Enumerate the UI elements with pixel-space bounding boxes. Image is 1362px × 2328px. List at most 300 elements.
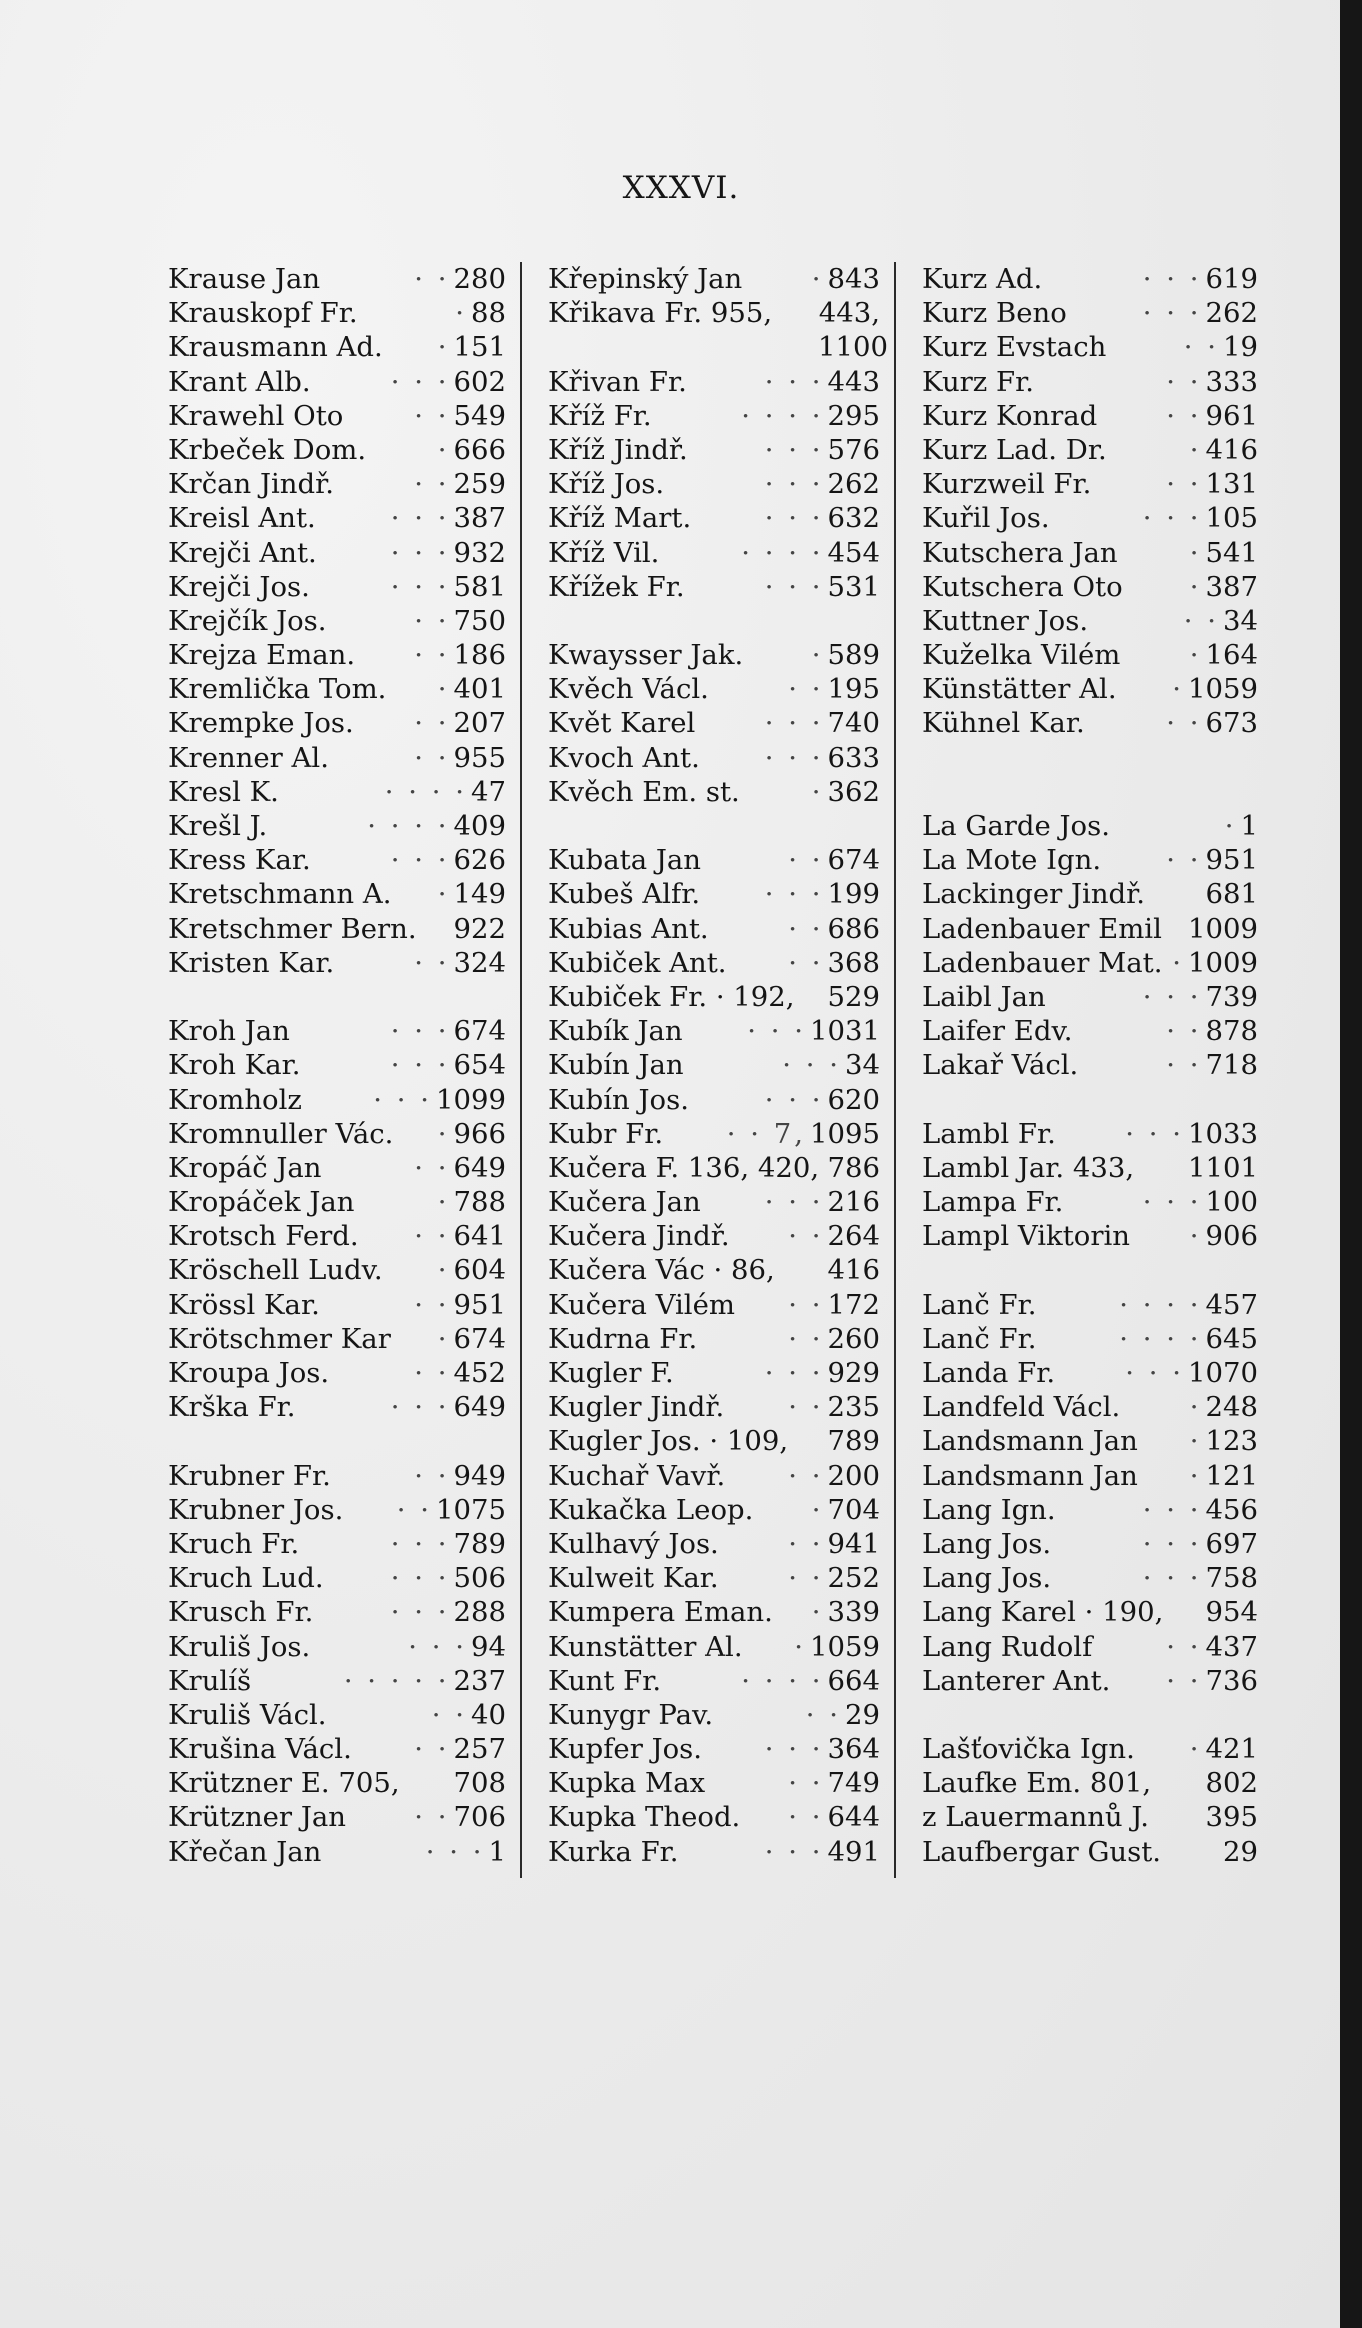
entry-leader-dots: · · ·: [764, 1835, 824, 1868]
entry-leader-dots: · ·: [1166, 468, 1202, 501]
entry-name: Kuttner Jos.: [922, 604, 1089, 637]
index-entry: [168, 1527, 506, 1561]
index-entry: [548, 399, 880, 433]
entry-leader-dots: · · ·: [764, 1083, 824, 1116]
entry-page-ref: 1059: [1188, 673, 1258, 706]
entry-page-ref: 1101: [1188, 1151, 1258, 1184]
entry-name: Lang Rudolf: [922, 1630, 1093, 1663]
entry-page-ref: 654: [453, 1049, 506, 1082]
entry-page-ref: 186: [453, 639, 506, 672]
entry-page-ref: 1031: [810, 1015, 880, 1048]
entry-leader-dots: · · ·: [764, 433, 824, 466]
entry-name: Kříž Jos.: [548, 468, 665, 501]
index-entry: [168, 912, 506, 946]
index-entry: [922, 1766, 1258, 1800]
entry-leader-dots: · · ·: [373, 1083, 432, 1116]
entry-page-ref: 172: [827, 1288, 880, 1321]
entry-page-ref: 954: [1205, 1596, 1258, 1629]
index-entry: [922, 1595, 1258, 1629]
entry-leader-dots: · · ·: [1142, 1562, 1202, 1595]
index-entry: [922, 501, 1258, 535]
entry-leader-dots: · · ·: [390, 570, 450, 603]
entry-leader-dots: · · ·: [1125, 1357, 1184, 1389]
index-entry: [922, 1390, 1258, 1424]
entry-page-ref: 324: [453, 946, 506, 979]
entry-name: Kress Kar.: [168, 844, 311, 877]
column-divider-2: [894, 262, 896, 1878]
index-entry: [168, 1493, 506, 1527]
entry-name: Kuřil Jos.: [922, 502, 1050, 535]
entry-name: Landsmann Jan: [922, 1425, 1138, 1458]
entry-name: Křikava Fr. 955,: [548, 297, 773, 330]
index-entry: [548, 467, 880, 501]
index-gap: [168, 980, 506, 1014]
index-entry: [548, 775, 880, 809]
index-entry: [548, 1561, 880, 1595]
entry-leader-dots: · · ·: [1142, 1186, 1202, 1219]
entry-leader-dots: [1180, 912, 1188, 946]
index-entry: [548, 1459, 880, 1493]
entry-page-ref: 632: [827, 502, 880, 535]
entry-leader-dots: · · ·: [408, 1630, 467, 1663]
index-entry: [922, 980, 1258, 1014]
entry-name: Krawehl Oto: [168, 399, 344, 432]
index-entry: [168, 638, 506, 672]
entry-page-ref: 1099: [436, 1083, 506, 1116]
entry-leader-dots: · · ·: [390, 1049, 450, 1082]
entry-leader-dots: · ·: [788, 1391, 824, 1424]
index-entry: [168, 672, 506, 706]
entry-name: Kříž Mart.: [548, 502, 692, 535]
entry-page-ref: 409: [453, 810, 506, 842]
entry-page-ref: 1: [1240, 810, 1258, 842]
index-entry: [168, 706, 506, 740]
entry-name: Lanterer Ant.: [922, 1664, 1111, 1697]
entry-leader-dots: ·: [1172, 946, 1184, 979]
index-entry: [548, 912, 880, 946]
entry-leader-dots: ·: [1189, 570, 1202, 603]
entry-page-ref: 626: [453, 844, 506, 877]
entry-page-ref: 88: [471, 297, 506, 330]
entry-page-ref: 966: [453, 1117, 506, 1150]
index-entry: [548, 672, 880, 706]
entry-name: Krusch Fr.: [168, 1596, 314, 1629]
entry-name: Kulweit Kar.: [548, 1562, 719, 1595]
entry-leader-dots: · ·: [1166, 1664, 1202, 1697]
entry-page-ref: 706: [453, 1801, 506, 1834]
entry-leader-dots: [820, 980, 828, 1014]
entry-page-ref: 443: [827, 365, 880, 398]
index-entry: [922, 1322, 1258, 1356]
entry-name: Kubík Jan: [548, 1015, 683, 1048]
entry-page-ref: 541: [1205, 536, 1258, 569]
index-entry: [168, 1014, 506, 1048]
index-entry: [168, 1630, 506, 1664]
entry-leader-dots: · · ·: [782, 1049, 841, 1082]
entry-name: Kuchař Vavř.: [548, 1459, 726, 1492]
index-entry: [168, 570, 506, 604]
entry-page-ref: 443,: [818, 297, 880, 330]
entry-leader-dots: ·: [1189, 1425, 1202, 1458]
index-entry: [922, 1561, 1258, 1595]
entry-page-ref: 708: [453, 1767, 506, 1800]
index-entry: [548, 1048, 880, 1082]
entry-page-ref: 589: [827, 639, 880, 672]
index-entry: [922, 1664, 1258, 1698]
entry-leader-dots: [1198, 1766, 1206, 1800]
entry-leader-dots: · ·: [414, 1151, 450, 1184]
entry-leader-dots: · · ·: [1125, 1117, 1184, 1150]
entry-leader-dots: · ·: [788, 1801, 824, 1834]
index-entry: [168, 296, 506, 330]
entry-leader-dots: ·: [1224, 810, 1237, 842]
index-column-1: [168, 262, 506, 1869]
entry-page-ref: 749: [827, 1767, 880, 1800]
index-entry: [922, 843, 1258, 877]
entry-name: Kříž Fr.: [548, 399, 652, 432]
index-entry: [548, 980, 880, 1014]
entry-leader-dots: · ·: [431, 1698, 467, 1731]
index-entry: [922, 706, 1258, 740]
entry-leader-dots: ·: [811, 1596, 824, 1629]
index-entry: [922, 1219, 1258, 1253]
entry-page-ref: 1059: [810, 1630, 880, 1663]
entry-leader-dots: · · ·: [390, 502, 450, 535]
entry-name: Lang Karel · 190,: [922, 1596, 1164, 1629]
index-entry: [168, 1253, 506, 1287]
entry-page-ref: 200: [827, 1459, 880, 1492]
entry-page-ref: 452: [453, 1357, 506, 1389]
index-entry: [168, 1151, 506, 1185]
entry-name: Kříž Vil.: [548, 536, 660, 569]
index-entry: [922, 1151, 1258, 1185]
entry-page-ref: 686: [827, 912, 880, 945]
entry-leader-dots: · ·: [1183, 331, 1219, 364]
entry-leader-dots: ·: [437, 878, 450, 911]
entry-name: Kubata Jan: [548, 844, 701, 877]
entry-leader-dots: ·: [811, 775, 824, 808]
index-entry: [168, 1117, 506, 1151]
index-entry: [168, 433, 506, 467]
index-entry: [168, 1698, 506, 1732]
entry-leader-dots: · ·: [788, 1459, 824, 1492]
entry-name: Kumpera Eman.: [548, 1596, 773, 1629]
index-entry: [548, 946, 880, 980]
entry-page-ref: 941: [827, 1527, 880, 1560]
entry-page-ref: 295: [827, 399, 880, 432]
entry-page-ref: 29: [845, 1698, 880, 1731]
index-entry: [168, 843, 506, 877]
entry-leader-dots: ·: [811, 639, 824, 672]
entry-leader-dots: · ·: [1166, 1049, 1202, 1082]
entry-name: Krčan Jindř.: [168, 468, 334, 501]
entry-leader-dots: · · · ·: [384, 775, 467, 808]
entry-name: Kruch Lud.: [168, 1562, 324, 1595]
index-entry: [548, 1732, 880, 1766]
entry-leader-dots: · ·: [414, 468, 450, 501]
index-entry: [922, 1800, 1258, 1834]
entry-page-ref: 602: [453, 365, 506, 398]
entry-name: Kurz Ad.: [922, 263, 1043, 295]
entry-name: Kurz Beno: [922, 297, 1067, 330]
index-entry: [548, 365, 880, 399]
entry-leader-dots: ·: [437, 1117, 450, 1150]
index-entry: [548, 1630, 880, 1664]
index-entry: [548, 1083, 880, 1117]
index-entry: [922, 296, 1258, 330]
entry-name: Kromholz: [168, 1083, 302, 1116]
entry-leader-dots: · · ·: [1142, 980, 1202, 1013]
entry-name: Lackinger Jindř.: [922, 878, 1145, 911]
entry-leader-dots: · · ·: [390, 1596, 450, 1629]
entry-page-ref: 252: [827, 1562, 880, 1595]
entry-page-ref: 664: [827, 1664, 880, 1697]
entry-name: Kroh Kar.: [168, 1049, 301, 1082]
entry-page-ref: 758: [1205, 1562, 1258, 1595]
entry-leader-dots: · · ·: [764, 1186, 824, 1219]
entry-leader-dots: ·: [437, 673, 450, 706]
entry-leader-dots: · ·: [1166, 1015, 1202, 1048]
index-gap: [168, 1424, 506, 1458]
entry-page-ref: 581: [453, 570, 506, 603]
entry-name: Kretschmer Bern.: [168, 912, 417, 945]
entry-page-ref: 34: [845, 1049, 880, 1082]
entry-leader-dots: · · ·: [390, 1527, 450, 1560]
entry-leader-dots: · · ·: [764, 468, 824, 501]
entry-page-ref: 333: [1205, 365, 1258, 398]
index-entry: [168, 741, 506, 775]
index-entry: [168, 1083, 506, 1117]
entry-page-ref: 786: [827, 1151, 880, 1184]
entry-leader-dots: [1198, 877, 1206, 911]
index-entry: [922, 1835, 1258, 1869]
index-gap: [922, 1083, 1258, 1117]
entry-name: Kvoch Ant.: [548, 741, 700, 774]
entry-leader-dots: ·: [1189, 639, 1202, 672]
entry-name: Kruch Fr.: [168, 1527, 300, 1560]
entry-leader-dots: · ·: [788, 1220, 824, 1253]
entry-leader-dots: · · · ·: [741, 1664, 824, 1697]
entry-name: Kugler Jos. · 109,: [548, 1425, 789, 1458]
index-entry: [168, 501, 506, 535]
entry-leader-dots: [1215, 1835, 1223, 1869]
entry-name: Kurz Evstach: [922, 331, 1107, 364]
index-entry: [922, 1732, 1258, 1766]
entry-name: Křivan Fr.: [548, 365, 687, 398]
entry-name: Laibl Jan: [922, 980, 1046, 1013]
entry-name: Ladenbauer Emil: [922, 912, 1162, 945]
entry-name: Lampl Viktorin: [922, 1220, 1130, 1253]
index-entry: [548, 638, 880, 672]
index-gap: [922, 1698, 1258, 1732]
index-entry: [168, 1835, 506, 1869]
entry-leader-dots: · · 7,: [726, 1117, 806, 1150]
entry-leader-dots: · · ·: [1142, 297, 1202, 330]
index-entry: [548, 1424, 880, 1458]
entry-leader-dots: · · ·: [390, 1015, 450, 1048]
index-entry: [168, 604, 506, 638]
entry-page-ref: 262: [1205, 297, 1258, 330]
index-gap: [922, 741, 1258, 775]
index-entry: [168, 877, 506, 911]
entry-leader-dots: [446, 1766, 454, 1800]
entry-page-ref: 421: [1205, 1733, 1258, 1766]
entry-name: Křečan Jan: [168, 1835, 322, 1868]
index-entry: [922, 1424, 1258, 1458]
entry-page-ref: 280: [453, 263, 506, 295]
entry-name: Kubias Ant.: [548, 912, 709, 945]
index-entry: [922, 1288, 1258, 1322]
index-entry: [548, 741, 880, 775]
entry-name: Kvěch Em. st.: [548, 775, 740, 808]
entry-page-ref: 40: [471, 1698, 506, 1731]
index-entry: [548, 1151, 880, 1185]
index-entry: [922, 365, 1258, 399]
index-entry: [922, 262, 1258, 296]
index-entry: [168, 809, 506, 843]
index-entry: [548, 1117, 880, 1151]
entry-leader-dots: · · ·: [1142, 263, 1202, 295]
entry-page-ref: 216: [827, 1186, 880, 1219]
entry-name: Kretschmann A.: [168, 878, 392, 911]
entry-name: Kurzweil Fr.: [922, 468, 1092, 501]
entry-page-ref: 1075: [436, 1493, 506, 1526]
entry-name: Kubr Fr.: [548, 1117, 664, 1150]
entry-name: Krempke Jos.: [168, 707, 354, 740]
entry-page-ref: 164: [1205, 639, 1258, 672]
entry-page-ref: 491: [827, 1835, 880, 1868]
entry-page-ref: 649: [453, 1391, 506, 1424]
index-entry: [548, 1322, 880, 1356]
entry-page-ref: 740: [827, 707, 880, 740]
index-entry: [548, 1698, 880, 1732]
index-entry: [168, 946, 506, 980]
entry-leader-dots: · ·: [414, 263, 450, 295]
index-entry: [168, 1595, 506, 1629]
entry-leader-dots: · ·: [414, 639, 450, 672]
entry-name: Künstätter Al.: [922, 673, 1117, 706]
entry-name: Kubín Jos.: [548, 1083, 689, 1116]
index-gap: [548, 604, 880, 638]
entry-name: Kühnel Kar.: [922, 707, 1085, 740]
index-entry: [922, 1014, 1258, 1048]
index-entry: [548, 1185, 880, 1219]
entry-page-ref: 789: [453, 1527, 506, 1560]
entry-page-ref: 34: [1223, 604, 1258, 637]
index-entry: [548, 843, 880, 877]
entry-name: Kučera Jindř.: [548, 1220, 730, 1253]
index-entry: [168, 1732, 506, 1766]
entry-page-ref: 259: [453, 468, 506, 501]
entry-leader-dots: · ·: [414, 1288, 450, 1321]
entry-name: Kropáč Jan: [168, 1151, 322, 1184]
index-entry: [548, 706, 880, 740]
entry-page-ref: 955: [453, 741, 506, 774]
entry-name: Kupka Theod.: [548, 1801, 741, 1834]
index-entry: [922, 570, 1258, 604]
entry-name: La Mote Ign.: [922, 844, 1102, 877]
entry-name: Krušina Václ.: [168, 1733, 352, 1766]
index-entry: [922, 1459, 1258, 1493]
entry-page-ref: 681: [1205, 878, 1258, 911]
entry-leader-dots: · ·: [1183, 604, 1219, 637]
entry-name: Lang Jos.: [922, 1527, 1052, 1560]
index-entry: [922, 638, 1258, 672]
index-entry: [168, 330, 506, 364]
index-entry: [922, 1527, 1258, 1561]
entry-name: Kresl K.: [168, 775, 279, 808]
entry-name: Krössl Kar.: [168, 1288, 320, 1321]
entry-name: Kubeš Alfr.: [548, 878, 701, 911]
index-entry: [548, 262, 880, 296]
entry-page-ref: 736: [1205, 1664, 1258, 1697]
entry-name: Landsmann Jan: [922, 1459, 1138, 1492]
entry-page-ref: 549: [453, 399, 506, 432]
entry-name: Laufbergar Gust.: [922, 1835, 1162, 1868]
index-entry: [168, 262, 506, 296]
page-number: XXXVI.: [622, 170, 740, 206]
entry-page-ref: 674: [453, 1015, 506, 1048]
entry-leader-dots: [820, 1253, 828, 1287]
entry-page-ref: 364: [827, 1733, 880, 1766]
entry-name: Kučera Jan: [548, 1186, 701, 1219]
entry-name: Krützner Jan: [168, 1801, 346, 1834]
entry-name: Lang Jos.: [922, 1562, 1052, 1595]
entry-name: Lang Ign.: [922, 1493, 1056, 1526]
entry-name: Kubiček Ant.: [548, 946, 727, 979]
index-entry: [168, 1390, 506, 1424]
entry-name: Lakař Václ.: [922, 1049, 1079, 1082]
index-entry: [922, 330, 1258, 364]
entry-page-ref: 1095: [810, 1117, 880, 1150]
entry-page-ref: 951: [1205, 844, 1258, 877]
entry-name: Laifer Edv.: [922, 1015, 1073, 1048]
entry-name: Květ Karel: [548, 707, 696, 740]
index-entry: [922, 1356, 1258, 1390]
entry-page-ref: 47: [471, 775, 506, 808]
entry-name: Krešl J.: [168, 810, 268, 842]
index-entry: [548, 536, 880, 570]
entry-page-ref: 207: [453, 707, 506, 740]
entry-name: Krotsch Ferd.: [168, 1220, 359, 1253]
entry-leader-dots: · · ·: [764, 570, 824, 603]
entry-name: Kurz Fr.: [922, 365, 1034, 398]
entry-leader-dots: · ·: [414, 604, 450, 637]
entry-leader-dots: · ·: [788, 1322, 824, 1355]
entry-name: Kučera F. 136, 420,: [548, 1151, 820, 1184]
entry-leader-dots: [811, 296, 819, 330]
entry-page-ref: 199: [827, 878, 880, 911]
entry-page-ref: 235: [827, 1391, 880, 1424]
index-entry: [548, 1014, 880, 1048]
entry-leader-dots: · ·: [788, 1527, 824, 1560]
index-entry: [168, 1561, 506, 1595]
entry-name: Kudrna Fr.: [548, 1322, 698, 1355]
entry-leader-dots: · · ·: [764, 1357, 824, 1389]
entry-leader-dots: · · ·: [390, 365, 450, 398]
entry-name: Lašťovička Ign.: [922, 1733, 1135, 1766]
index-entry: [548, 1664, 880, 1698]
entry-page-ref: 951: [453, 1288, 506, 1321]
entry-name: Kučera Vilém: [548, 1288, 735, 1321]
entry-leader-dots: · · ·: [1142, 502, 1202, 535]
entry-page-ref: 529: [827, 980, 880, 1013]
entry-page-ref: 645: [1205, 1322, 1258, 1355]
entry-leader-dots: · · ·: [390, 1562, 450, 1595]
entry-page-ref: 416: [1205, 433, 1258, 466]
entry-name: Kuželka Vilém: [922, 639, 1121, 672]
entry-name: Lambl Fr.: [922, 1117, 1056, 1150]
